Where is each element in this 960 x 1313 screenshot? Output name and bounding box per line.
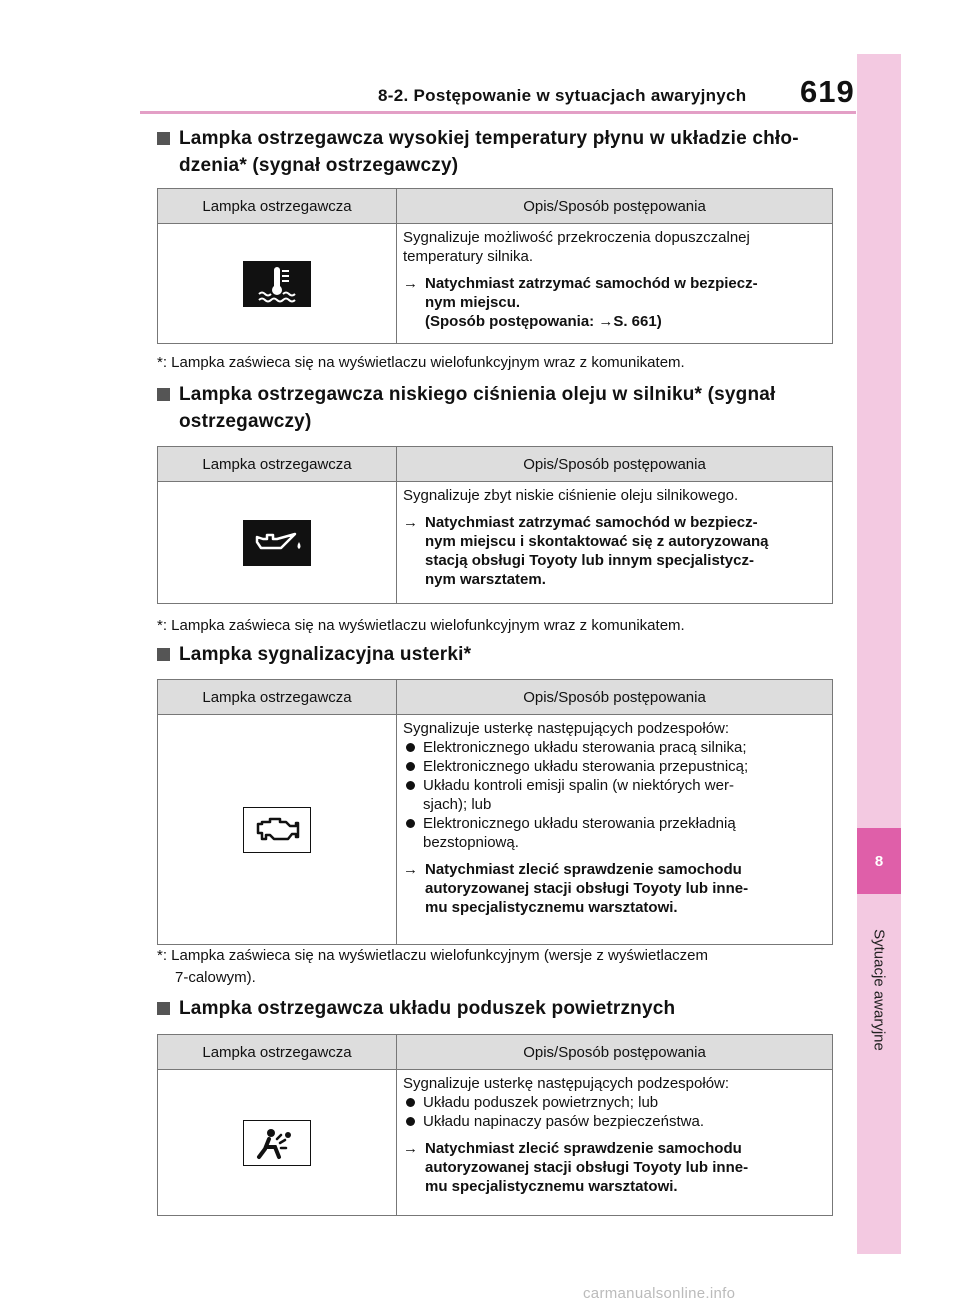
table-cell-icon [158, 482, 397, 604]
table-cell-description: Sygnalizuje usterkę następujących podzespołów: Układu poduszek powietrznych; lub Układu napinaczy pasów bezpieczeństwa. → Natychmiast zlecić sprawdzenie samochodu autoryzowanej stacji obsługi Toyoty lub inne- mu specjalistycznemu warsztatowi. [397, 1070, 833, 1216]
airbag-icon [243, 1120, 311, 1166]
watermark: carmanualsonline.info [583, 1285, 736, 1302]
footnote: *: Lampka zaświeca się na wyświetlaczu wielofunkcyjnym wraz z komunikatem. [157, 354, 685, 371]
bullet-dot-icon [406, 781, 415, 790]
square-bullet-icon [157, 132, 170, 145]
header-divider [140, 111, 856, 114]
table-header-description: Opis/Sposób postępowania [397, 189, 833, 224]
list-item: Układu kontroli emisji spalin (w niektórych wer- sjach); lub [403, 776, 826, 814]
table-header-lamp: Lampka ostrzegawcza [158, 447, 397, 482]
arrow-icon: → [403, 514, 418, 531]
action-instruction: → Natychmiast zatrzymać samochód w bezpiecz- nym miejscu i skontaktować się z autoryzowaną stacją obsługi Toyoty lub innym specjalistycz- nym warsztatem. [403, 514, 769, 588]
table-airbag [157, 1034, 833, 1216]
table-cell-icon [158, 715, 397, 945]
list-item: Elektronicznego układu sterowania przekładnią bezstopniową. [403, 814, 826, 852]
square-bullet-icon [157, 1002, 170, 1015]
oil-pressure-icon [243, 520, 311, 566]
table-check-engine [157, 679, 833, 945]
square-bullet-icon [157, 388, 170, 401]
section-title-coolant: Lampka ostrzegawcza wysokiej temperatury płynu w układzie chło- dzenia* (sygnał ostrzegawczy) [157, 125, 837, 179]
section-title-oil-pressure: Lampka ostrzegawcza niskiego ciśnienia oleju w silniku* (sygnał ostrzegawczy) [157, 381, 837, 435]
bullet-dot-icon [406, 1098, 415, 1107]
chapter-number-tab[interactable]: 8 [857, 828, 901, 894]
section-title-airbag: Lampka ostrzegawcza układu poduszek powietrznych [157, 995, 837, 1022]
list-item: Układu napinaczy pasów bezpieczeństwa. [403, 1112, 826, 1131]
action-instruction: → Natychmiast zlecić sprawdzenie samochodu autoryzowanej stacji obsługi Toyoty lub inne- mu specjalistycznemu warsztatowi. [403, 1140, 749, 1195]
table-header-lamp: Lampka ostrzegawcza [158, 189, 397, 224]
action-instruction: → Natychmiast zatrzymać samochód w bezpiecz- nym miejscu. (Sposób postępowania: →S. 661) [403, 275, 758, 330]
arrow-icon: → [403, 861, 418, 878]
check-engine-icon [243, 807, 311, 853]
table-header-lamp: Lampka ostrzegawcza [158, 1035, 397, 1070]
coolant-temperature-icon [243, 261, 311, 307]
bullet-dot-icon [406, 1117, 415, 1126]
action-instruction: → Natychmiast zlecić sprawdzenie samochodu autoryzowanej stacji obsługi Toyoty lub inne- mu specjalistycznemu warsztatowi. [403, 861, 749, 916]
list-item: Elektronicznego układu sterowania pracą silnika; [403, 738, 826, 757]
square-bullet-icon [157, 648, 170, 661]
arrow-icon: → [403, 275, 418, 292]
list-item: Układu poduszek powietrznych; lub [403, 1093, 826, 1112]
table-cell-description: Sygnalizuje usterkę następujących podzespołów: Elektronicznego układu sterowania pracą silnika; Elektronicznego układu sterowania przepustnicą; Układu kontroli emisji spalin (w niektórych wer- sjach); lub Elektronicznego układu sterowania przekładnią bezstopniową. → Natychmiast zlecić sprawdzenie samochodu autoryzowanej stacji obsługi Toyoty lub inne- mu specjalistycznemu warsztatowi. [397, 715, 833, 945]
table-header-description: Opis/Sposób postępowania [397, 1035, 833, 1070]
table-cell-icon [158, 1070, 397, 1216]
section-header: 8-2. Postępowanie w sytuacjach awaryjnych [378, 86, 747, 105]
bullet-dot-icon [406, 819, 415, 828]
list-item: Elektronicznego układu sterowania przepustnicą; [403, 757, 826, 776]
table-oil-pressure [157, 446, 833, 604]
table-cell-icon [158, 224, 397, 344]
footnote: *: Lampka zaświeca się na wyświetlaczu wielofunkcyjnym (wersje z wyświetlaczem 7-calowym). [157, 947, 709, 986]
table-coolant [157, 188, 833, 344]
page-number: 619 [800, 74, 855, 109]
bullet-dot-icon [406, 762, 415, 771]
arrow-icon: → [403, 1140, 418, 1157]
chapter-side-strip [857, 54, 901, 1254]
table-cell-description: Sygnalizuje zbyt niskie ciśnienie oleju silnikowego. → Natychmiast zatrzymać samochód w bezpiecz- nym miejscu i skontaktować się z autoryzowaną stacją obsługi Toyoty lub innym specjalistycz- nym warsztatem. [397, 482, 833, 604]
section-title-check-engine: Lampka sygnalizacyjna usterki* [157, 641, 837, 668]
table-header-description: Opis/Sposób postępowania [397, 447, 833, 482]
page-reference-link[interactable]: (Sposób postępowania: →S. 661) [425, 313, 662, 330]
table-cell-description: Sygnalizuje możliwość przekroczenia dopuszczalnej temperatury silnika. → Natychmiast zatrzymać samochód w bezpiecz- nym miejscu. (Sposób postępowania: →S. 661) [397, 224, 833, 344]
table-header-lamp: Lampka ostrzegawcza [158, 680, 397, 715]
chapter-label: Sytuacje awaryjne [870, 929, 888, 1051]
bullet-dot-icon [406, 743, 415, 752]
table-header-description: Opis/Sposób postępowania [397, 680, 833, 715]
footnote: *: Lampka zaświeca się na wyświetlaczu wielofunkcyjnym wraz z komunikatem. [157, 617, 685, 634]
